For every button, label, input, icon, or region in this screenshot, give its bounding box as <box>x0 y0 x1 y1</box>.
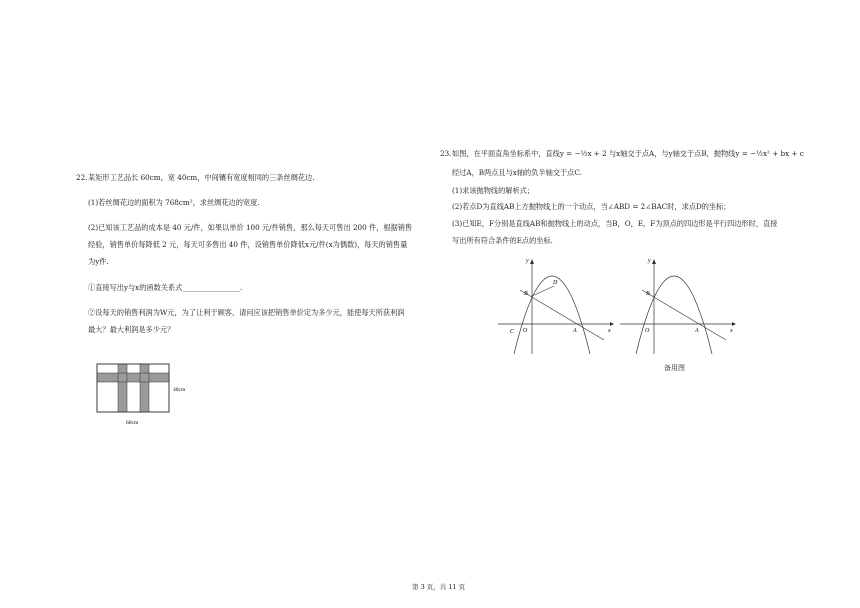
label-o: O <box>523 328 528 334</box>
parabola <box>636 276 712 354</box>
label-a: A <box>573 328 577 334</box>
q22-stem: 某矩形工艺品长 60cm，宽 40cm，中间镶有宽度相同的三条丝绸花边. <box>88 173 315 182</box>
label-o: O <box>645 328 650 334</box>
q23-part3-line1: (3)已知E，F分别是直线AB和抛物线上的动点，当B，O，E，F为顶点的四边形是平行四边形时，直接 <box>452 219 778 228</box>
q22-part2-line3: 为y件. <box>88 257 109 266</box>
q22-sub2-line1: ②设每天的销售利润为W元，为了让利于顾客，请问应该把销售单价定为多少元，能使每天所获利润 <box>88 308 405 317</box>
q23-stem-line2: 经过A，B两点且与x轴的负半轴交于点C. <box>452 168 582 177</box>
q23-number: 23. <box>440 149 452 158</box>
label-a: A <box>695 328 699 334</box>
label-b: B <box>524 291 528 297</box>
q23-figure-1 <box>496 256 616 356</box>
q22-sub1-blank: ________________. <box>182 283 243 292</box>
label-y: y <box>648 258 651 264</box>
vertical-stripe-right <box>140 364 149 412</box>
q22-sub2-line2: 最大？最大利润是多少元？ <box>88 325 175 334</box>
q22-sub1 <box>88 283 242 293</box>
width-label: 60cm <box>126 420 139 426</box>
label-y: y <box>526 258 529 264</box>
q22-sub1-text: ①直接写出y与x的函数关系式 <box>88 283 183 292</box>
vertical-stripe-left <box>118 364 127 412</box>
fig2-caption: 备用图 <box>664 365 685 372</box>
label-x: x <box>730 328 733 334</box>
q23-part1: (1)求该抛物线的解析式； <box>452 186 535 195</box>
label-c: C <box>510 329 515 335</box>
label-x: x <box>608 328 611 334</box>
parabola <box>514 276 590 354</box>
label-b: B <box>646 291 650 297</box>
q23-part2: (2)若点D为直线AB上方抛物线上的一个动点，当∠ABD = 2∠BAC时，求点D的坐标； <box>452 202 731 211</box>
q23-part3-line2: 写出所有符合条件的E点的坐标. <box>452 236 553 245</box>
label-d: D <box>553 280 558 286</box>
q22-rectangle-figure <box>88 358 198 430</box>
q22-part2-line2: 经验，销售单价每降低 2 元，每天可多售出 40 件，设销售单价降低x元/件(x为偶数)，每天的销售量 <box>88 240 408 249</box>
page-footer: 第 3 页，共 11 页 <box>412 583 466 591</box>
horizontal-stripe <box>97 373 169 382</box>
rect-outline <box>97 364 169 412</box>
line-ab <box>642 290 726 340</box>
height-label: 40cm <box>173 387 186 393</box>
q23-figure-2 <box>618 256 738 356</box>
q23-stem-line1: 如图，在平面直角坐标系中，直线y = −½x + 2 与x轴交于点A，与y轴交于点B，抛物线y = −½x² + bx + c <box>452 149 804 158</box>
line-ab <box>520 290 604 340</box>
q22-part2-line1: (2)已知该工艺品的成本是 40 元/件，如果以单价 100 元/件销售，那么每天可售出 200 件，根据销售 <box>88 223 413 232</box>
q22-part1: (1)若丝绸花边的面积为 768cm²，求丝绸花边的宽度. <box>88 198 260 207</box>
q22-number: 22. <box>76 173 88 182</box>
